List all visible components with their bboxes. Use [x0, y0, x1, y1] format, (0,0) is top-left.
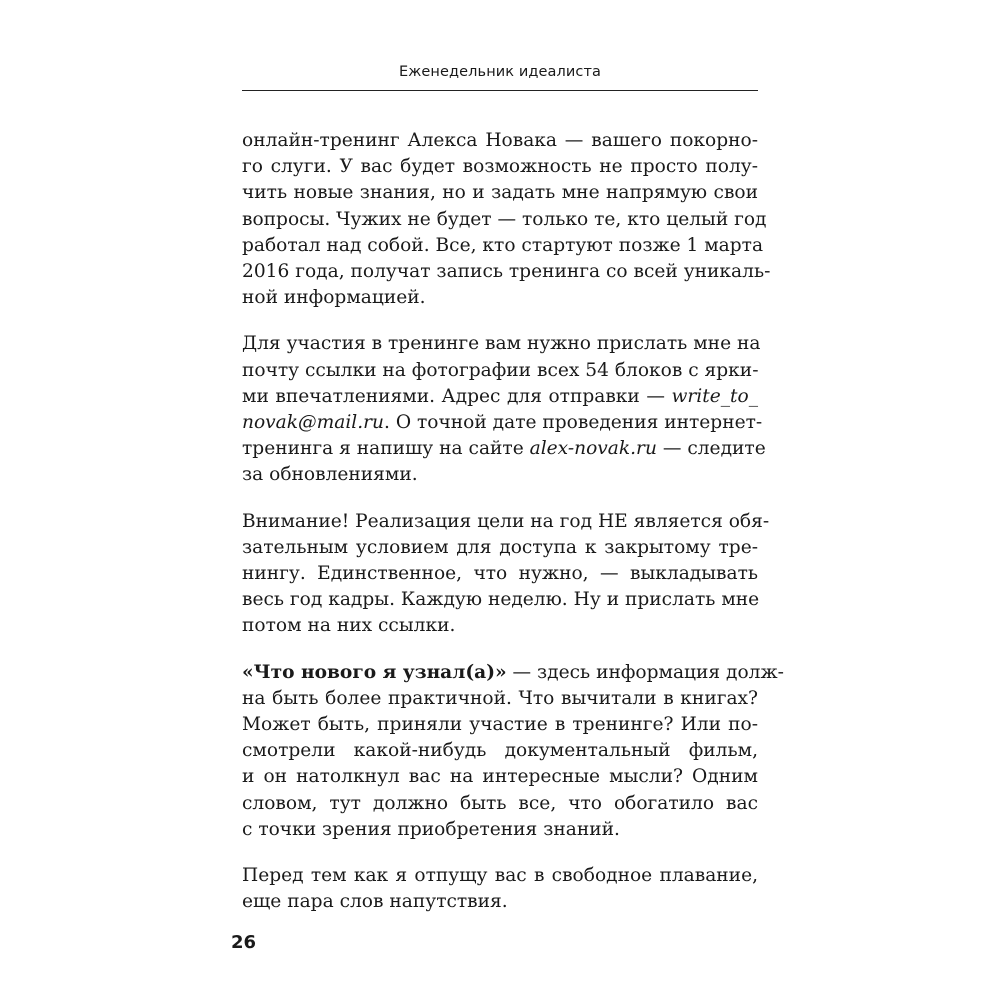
paragraph-4: [242, 660, 784, 843]
text-line: чить новые знания, но и задать мне напрямую свои: [242, 182, 758, 204]
text-line: [242, 436, 766, 462]
text-line: Перед тем как я отпущу вас в свободное плавание,: [242, 865, 758, 887]
text-line: го слуги. У вас будет возможность не просто полу-: [242, 156, 758, 178]
text-line: [242, 410, 763, 436]
text-run: тренинга я напишу на сайте: [242, 438, 530, 460]
text-run: ми впечатлениями. Адрес для отправки —: [242, 385, 672, 407]
text-line: почту ссылки на фотографии всех 54 блоков с ярки-: [242, 359, 759, 381]
body-text: [242, 128, 784, 915]
header-rule: [242, 90, 758, 91]
paragraph-2: [242, 331, 766, 488]
text-line: работал над собой. Все, кто стартуют позже 1 марта: [242, 234, 764, 256]
website-address: alex-novak.ru: [529, 438, 657, 460]
text-line: ной информацией.: [242, 287, 426, 309]
text-line: еще пара слов напутствия.: [242, 891, 508, 913]
text-run: — здесь информация долж-: [506, 661, 784, 683]
email-address-part: novak@mail.ru: [242, 412, 385, 434]
paragraph-3: [242, 509, 770, 640]
text-line: на быть более практичной. Что вычитали в книгах?: [242, 687, 758, 709]
text-line: нингу. Единственное, что нужно, — выкладывать: [242, 563, 758, 585]
text-run: — следите: [656, 438, 766, 460]
text-line: словом, тут должно быть все, что обогатило вас: [242, 792, 758, 814]
text-line: Внимание! Реализация цели на год НЕ является обя-: [242, 510, 770, 532]
text-line: с точки зрения приобретения знаний.: [242, 818, 620, 840]
paragraph-1: [242, 128, 771, 311]
text-line: Для участия в тренинге вам нужно прислать мне на: [242, 333, 761, 355]
paragraph-5: [242, 863, 758, 915]
text-line: Может быть, приняли участие в тренинге? Или по-: [242, 714, 758, 736]
text-run: . О точной дате проведения интернет-: [384, 412, 763, 434]
text-line: смотрели какой-нибудь документальный фильм,: [242, 740, 758, 762]
page-number: 26: [231, 932, 257, 953]
text-line: [242, 660, 784, 686]
text-line: за обновлениями.: [242, 464, 418, 486]
text-line: потом на них ссылки.: [242, 615, 456, 637]
text-line: 2016 года, получат запись тренинга со всей уникаль-: [242, 261, 771, 283]
text-line: вопросы. Чужих не будет — только те, кто целый год: [242, 208, 767, 230]
text-line: онлайн-тренинг Алекса Новака — вашего покорно-: [242, 130, 758, 151]
running-title: Еженедельник идеалиста: [398, 64, 602, 80]
section-heading: «Что нового я узнал(а)»: [242, 661, 507, 683]
text-line: [242, 384, 758, 410]
email-address-part: write_to_: [671, 385, 758, 407]
text-line: и он натолкнул вас на интересные мысли? Одним: [242, 766, 758, 788]
text-line: весь год кадры. Каждую неделю. Ну и прислать мне: [242, 589, 760, 611]
text-line: зательным условием для доступа к закрытому тре-: [242, 536, 758, 558]
